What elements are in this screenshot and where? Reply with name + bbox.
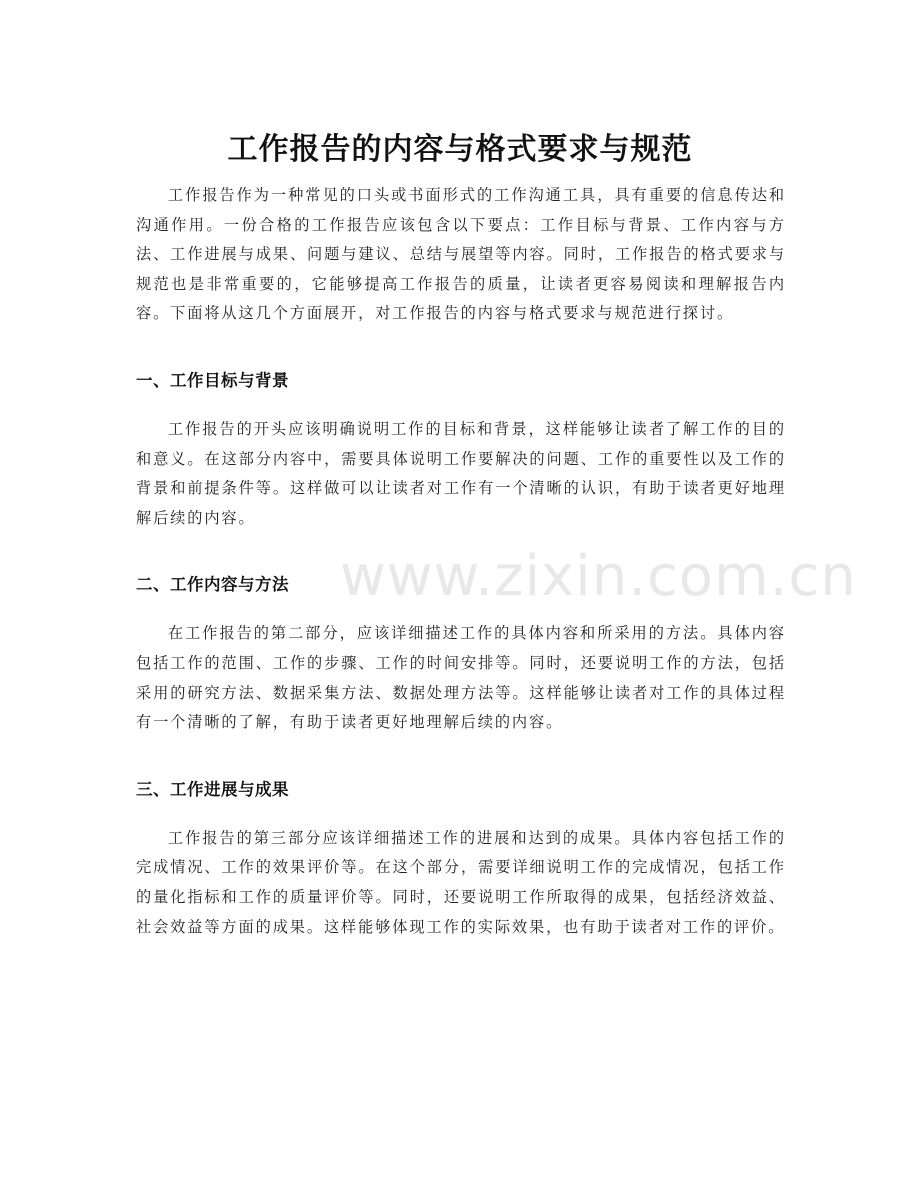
intro-paragraph: 工作报告作为一种常见的口头或书面形式的工作沟通工具，具有重要的信息传达和沟通作用。一份合格的工作报告应该包含以下要点：工作目标与背景、工作内容与方法、工作进展与成果、问题与建议、总结与展望等内容。同时，工作报告的格式要求与规范也是非常重要的，它能够提高工作报告的质量，让读者更容易阅读和理解报告内容。下面将从这几个方面展开，对工作报告的内容与格式要求与规范进行探讨。 [136, 186, 786, 323]
section-heading-3: 三、工作进展与成果 [136, 779, 289, 799]
watermark: www.zixin.com.cn [340, 544, 857, 609]
section-paragraph-1: 工作报告的开头应该明确说明工作的目标和背景，这样能够让读者了解工作的目的和意义。在这部分内容中，需要具体说明工作要解决的问题、工作的重要性以及工作的背景和前提条件等。这样做可以让读者对工作有一个清晰的认识，有助于读者更好地理解后续的内容。 [136, 419, 786, 527]
document-body [136, 181, 786, 942]
section-paragraph-2: 在工作报告的第二部分，应该详细描述工作的具体内容和所采用的方法。具体内容包括工作的范围、工作的步骤、工作的时间安排等。同时，还要说明工作的方法，包括采用的研究方法、数据采集方法、数据处理方法等。这样能够让读者对工作的具体过程有一个清晰的了解，有助于读者更好地理解后续的内容。 [136, 624, 786, 732]
page-title: 工作报告的内容与格式要求与规范 [227, 132, 693, 168]
section-paragraph-3: 工作报告的第三部分应该详细描述工作的进展和达到的成果。具体内容包括工作的完成情况、工作的效果评价等。在这个部分，需要详细说明工作的完成情况，包括工作的量化指标和工作的质量评价等。同时，还要说明工作所取得的成果，包括经济效益、社会效益等方面的成果。这样能够体现工作的实际效果，也有助于读者对工作的评价。 [136, 828, 786, 936]
section-heading-1: 一、工作目标与背景 [136, 370, 289, 390]
section-heading-2: 二、工作内容与方法 [136, 575, 289, 595]
